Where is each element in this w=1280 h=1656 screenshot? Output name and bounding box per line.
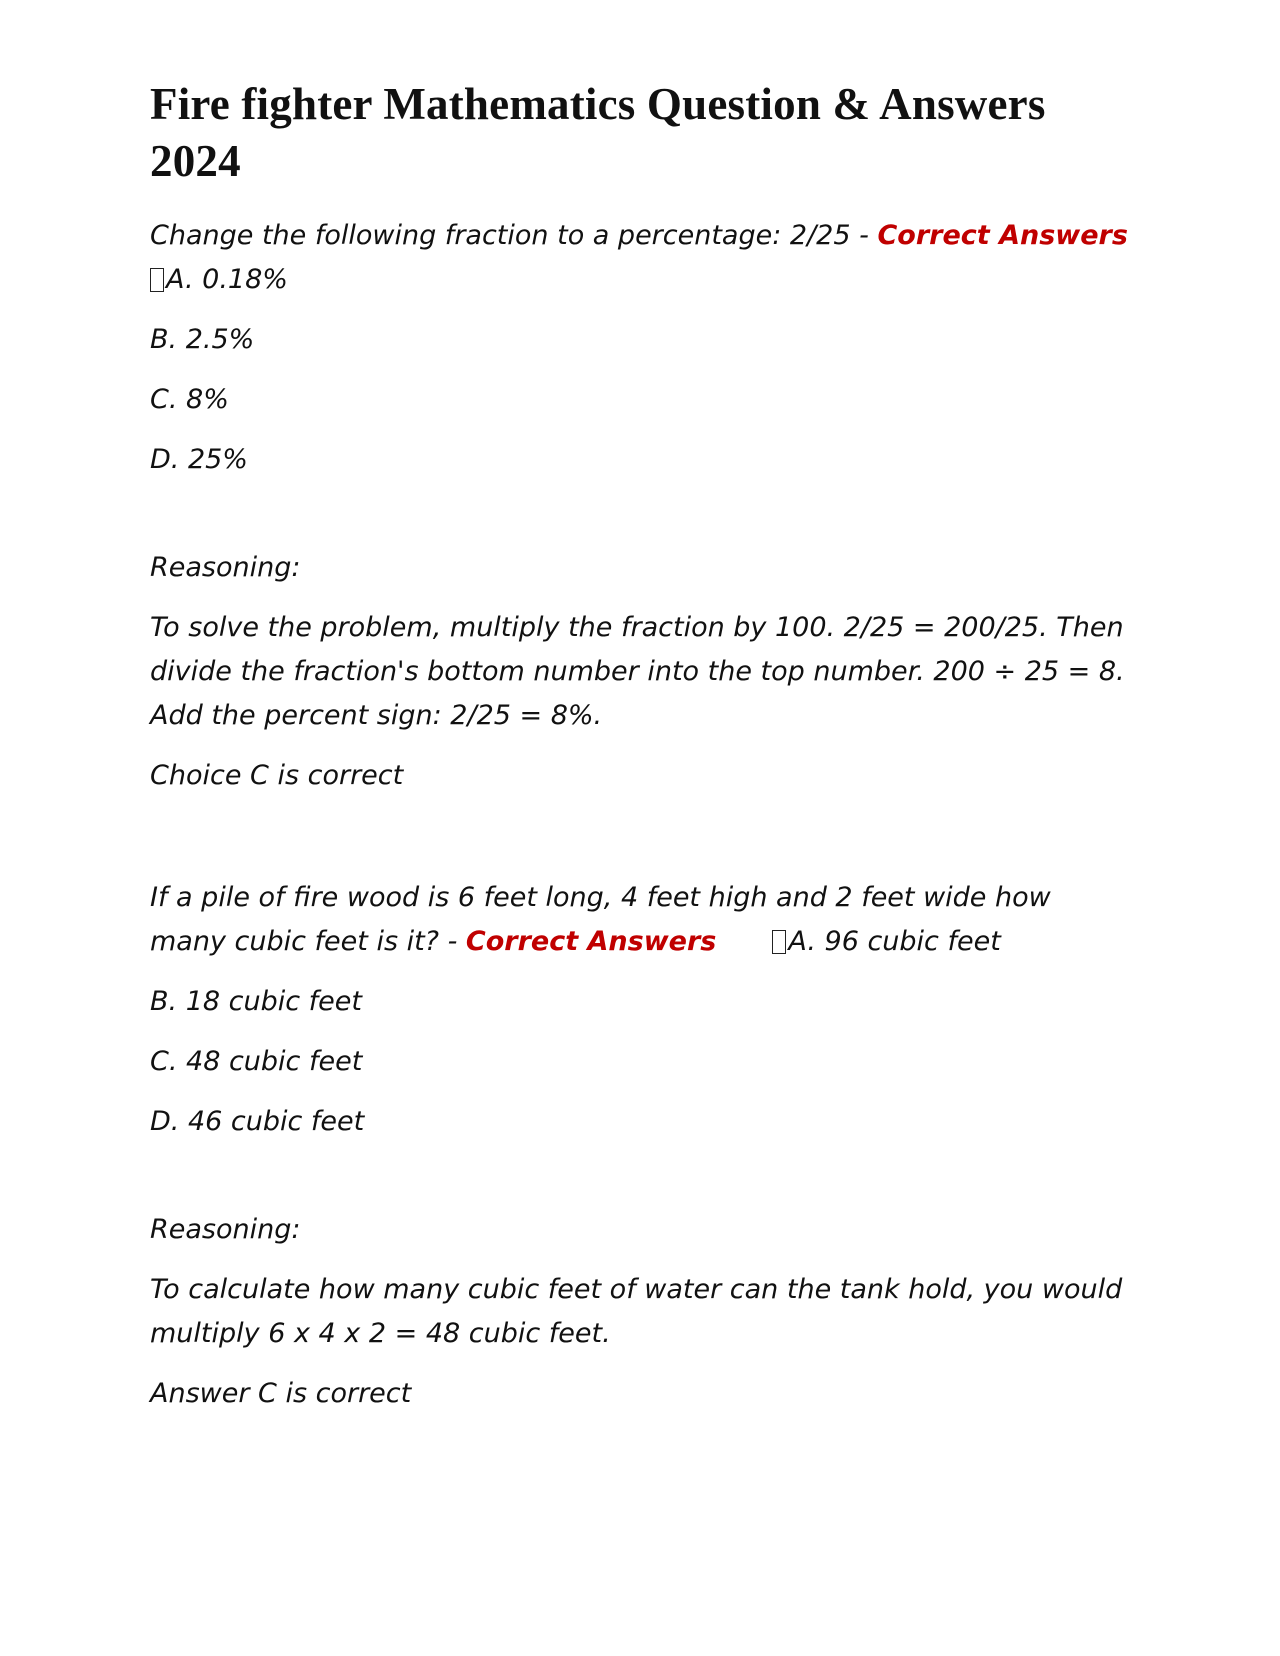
- question-block: [150, 214, 1130, 798]
- conclusion-text: Answer C is correct: [150, 1378, 412, 1409]
- option-d: D. 25%: [150, 444, 248, 475]
- question-prompt: [150, 876, 1130, 964]
- question-block: [150, 876, 1130, 1416]
- reasoning-text: To calculate how many cubic feet of water can the tank hold, you would multiply 6 x 4 x 2 = 48 cubic feet.: [150, 1274, 1123, 1349]
- correct-answers-label: Correct Answers: [465, 926, 717, 957]
- reasoning-label: Reasoning:: [150, 552, 301, 583]
- option-c: C. 8%: [150, 384, 229, 415]
- missing-glyph-icon: [772, 930, 786, 954]
- question-text: Change the following fraction to a percentage: 2/25 -: [150, 220, 878, 251]
- option-a: A. 0.18%: [166, 264, 288, 295]
- missing-glyph-icon: [150, 268, 164, 292]
- conclusion-text: Choice C is correct: [150, 760, 404, 791]
- document-title: Fire fighter Mathematics Question & Answers 2024: [150, 79, 1046, 186]
- option-a: A. 96 cubic feet: [788, 926, 1001, 957]
- question-prompt: [150, 214, 1130, 302]
- document-page: [150, 76, 1130, 1432]
- option-c: C. 48 cubic feet: [150, 1046, 363, 1077]
- option-b: B. 18 cubic feet: [150, 986, 362, 1017]
- reasoning-text: To solve the problem, multiply the fraction by 100. 2/25 = 200/25. Then divide the fraction's bottom number into the top number. 200 ÷ 25 = 8. Add the percent sign: 2/25 = 8%.: [150, 612, 1125, 731]
- question-text: If a pile of fire wood is 6 feet long, 4 feet high and 2 feet wide how many cubic feet is it? -: [150, 882, 1051, 957]
- correct-answers-label: Correct Answers: [877, 220, 1128, 251]
- option-d: D. 46 cubic feet: [150, 1106, 365, 1137]
- option-b: B. 2.5%: [150, 324, 255, 355]
- reasoning-label: Reasoning:: [150, 1214, 301, 1245]
